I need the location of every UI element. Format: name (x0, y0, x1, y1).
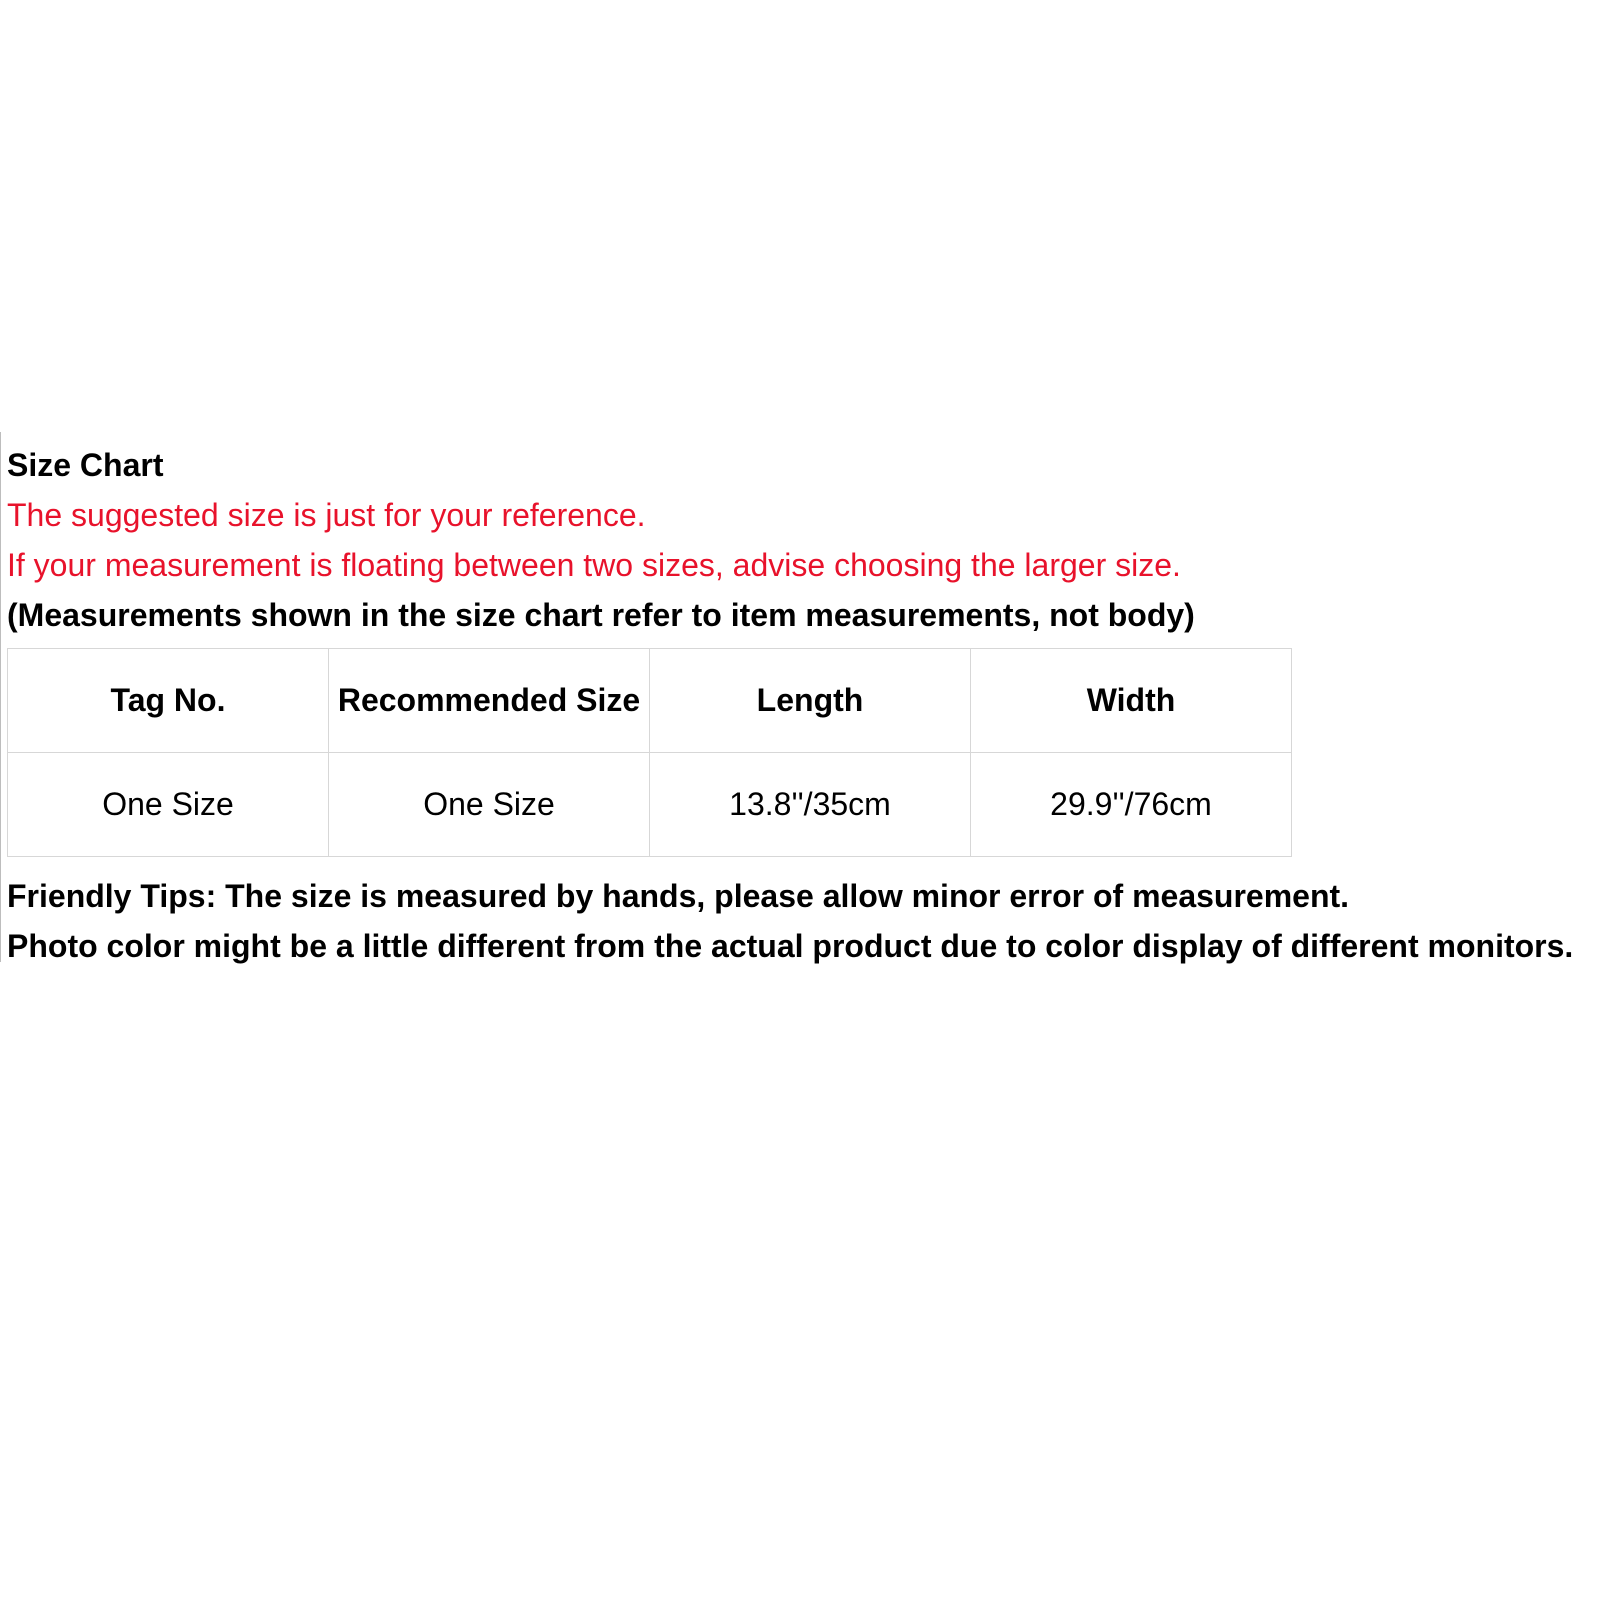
cell-tag-no: One Size (8, 753, 329, 857)
friendly-tips: Friendly Tips: The size is measured by hands, please allow minor error of measurement. (7, 878, 1350, 914)
table-header-row (8, 649, 1292, 753)
measurement-note: (Measurements shown in the size chart refer to item measurements, not body) (7, 597, 1195, 633)
size-table (7, 648, 1292, 857)
cell-recommended-size: One Size (329, 753, 650, 857)
left-border-line (0, 432, 1, 962)
header-width: Width (971, 649, 1292, 753)
size-chart-title: Size Chart (7, 447, 164, 483)
table-row (8, 753, 1292, 857)
size-chart-section (7, 440, 1597, 971)
larger-size-advice: If your measurement is floating between two sizes, advise choosing the larger size. (7, 547, 1181, 583)
cell-width: 29.9''/76cm (971, 753, 1292, 857)
cell-length: 13.8''/35cm (650, 753, 971, 857)
reference-note: The suggested size is just for your reference. (7, 497, 646, 533)
photo-color-note: Photo color might be a little different from the actual product due to color display of different monitors. (7, 928, 1574, 964)
header-tag-no: Tag No. (8, 649, 329, 753)
header-recommended-size: Recommended Size (329, 649, 650, 753)
header-length: Length (650, 649, 971, 753)
